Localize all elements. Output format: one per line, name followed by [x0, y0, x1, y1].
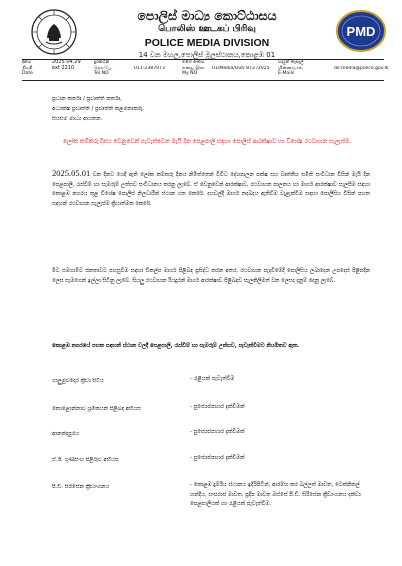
venue-event: - රැළියක් පැවැත්වීම — [190, 376, 235, 382]
venue-place: ගාලුමුවදොර ක්‍රීඩා පිටිය — [52, 378, 104, 384]
title-english: POLICE MEDIA DIVISION — [144, 37, 270, 49]
ref-label: මගේ අංකය எனது இல. My NO — [182, 60, 206, 76]
venue-place: කොළොන්නාව ශ්‍රමිකයන් පිළිබඳ අභියස — [52, 406, 141, 412]
email-label: විද්‍යුත් තැපෑල மின்னஞ்சல் E-Mails — [278, 60, 304, 76]
ref-value: 01/Media/Out/ 873 /2025 — [212, 66, 270, 71]
subject-line: ලෝක කම්කරු දිනය වෙනුවෙන් පැවැත්වෙන මැයි දින පෙළපාලි සඳහා පොලිස් ආරක්ෂාව හා විශේෂ රථවාහන සැලැස්ම. — [63, 139, 351, 145]
fax-value: ext 2210 — [52, 64, 75, 71]
title-sinhala: පොලිස් මාධ්‍ය කොට්ඨාසය — [137, 8, 277, 23]
paragraph-1 — [52, 169, 370, 209]
paragraph-3: කොළඹ නගරයේ පහත සඳහන් ස්ථාන වලදී පෙළපාලි, රැස්වීම් හා සැමරුම් උත්සව, පැවැත්වීමට නියමිතව ඇත. — [52, 343, 300, 349]
venue-event: - පුජ්‍යෙප්පහාර දැක්වීමක් — [190, 429, 245, 435]
date-label: දිනය திகதி Date — [22, 60, 33, 76]
date-value: 2025.04.29 — [52, 60, 81, 65]
pmd-logo-text: PMD — [346, 24, 376, 39]
address-line: 14 වන මහල,පොලිස් මූලස්ථානය,කොළඹ 01 — [138, 51, 276, 59]
venue-event: - කොළඹ දුම්රිය ස්ථානය ඉදිරිපිටින්, ආරම්භ කර බල්ලත් මාවත, ටෙක්නිකල් හන්දිය, සංඝරාජ මාවත, ප්‍රදීප මාවත ඔස්සේ පී.ඩී. සිරිසේන ක්‍රීඩාංගනය දක්වා පෙළපාලියක් හා රැළියක් පැවැත්වීම. — [190, 482, 361, 507]
addressee-line: අධ්‍යක්ෂ ප්‍රවෘත්ති / ප්‍රවෘත්ති කළමනාකරු, — [52, 106, 144, 112]
addressee-line: ප්‍රධාන කර්තෘ / ප්‍රවෘත්ති කර්තෘ, — [52, 96, 122, 102]
venue-place: ඒ.ඊ. ගුණසිංහ පිළිරුව අභියස — [52, 457, 119, 463]
pmd-logo-icon — [336, 9, 386, 53]
date-block — [52, 60, 92, 71]
phone-label: දුරකථන தொ.பே. Tel.NO — [94, 60, 113, 76]
title-tamil: பொலிஸ் ஊடகப் பிரிவு — [158, 24, 256, 34]
venue-place: ආනන්දපුරය — [52, 431, 79, 437]
paragraph-1-text: වන දිනට යෙදී ඇති ලෝක කම්කරු දිනය නිමිත්තෙන් විවිධ දේශපාලන පක්ෂ සහ වෘත්තීය සමිති සංවිධාන විසින් මැයි දින පෙළපාලි, රැස්වීම් හා සැමරුම් උත්සව සංවිධානය කරනු ලැබේ. ඒ වෙනුවෙන් ආරක්ෂාව, රථවාහන පාලනය හා මාර්ග ආරක්ෂාව සැලසීම සඳහා කොළඹ නගරය තුළ විශේෂ පොලිස් නිලධාරීන් ස්ථාන ගත කෙරේ. දහවල්දී මාර්ග තදබදය ඇතිවීම වැළැක්වීම සඳහා පොලිසිය විසින් පහත සඳහන් රථවාහන සැලැස්ම ක්‍රියාත්මක කෙරේ. — [52, 172, 370, 207]
venue-event: - පුජ්‍යෙප්පහාර දැක්වීමක් — [190, 455, 245, 461]
venue-event: - පුජ්‍යෙප්පහාර දැක්වීමක් — [190, 404, 245, 410]
venue-place: පී.ඩී. සිරිසේන ක්‍රීඩාංගනය — [52, 484, 110, 490]
paragraph-2: මීට සමගාමීව ජනතාවට පහසුවීම සඳහා විකල්ප මාර්ග පිළිබඳ ප්‍රසිද්ධ කරන අතර, රථවාහන පැදවීමේදී පොලිසිය ලබාදෙන උපදෙස් පිළිපදින ලෙස සැමගෙන් ඉල්ලා සිටිනු ලැබේ. සියලු රථවාහන රියදුරන් මාර්ග ආරක්ෂාව පිළිබඳව සැලකිලිමත් වන ලෙසද දැනුම් දෙනු ලැබේ. — [52, 268, 370, 284]
email-value: dir.media@police.gov.lk — [334, 66, 389, 71]
event-date: 2025.05.01 — [52, 168, 91, 178]
addressee-line: සියළුම මාධ්‍ය ආයතන. — [52, 116, 103, 122]
contact-strip — [22, 60, 389, 78]
header-rule-bottom — [22, 80, 384, 81]
phone-value: 011-2387973 — [134, 66, 165, 71]
police-crest-icon — [30, 6, 78, 58]
